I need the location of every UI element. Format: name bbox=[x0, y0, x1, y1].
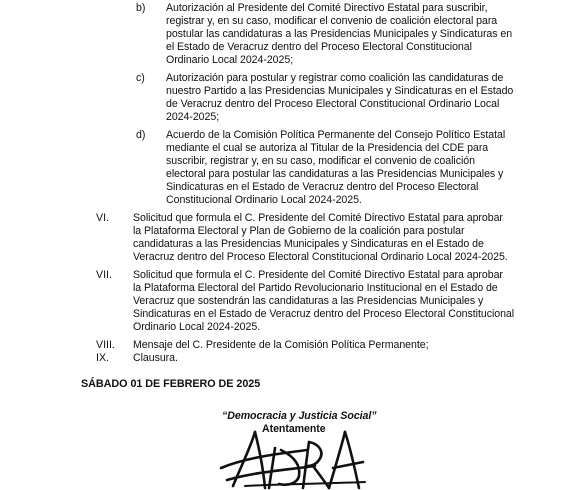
item-c-line-4: 2024-2025; bbox=[166, 111, 220, 123]
item-marker-ix: IX. bbox=[96, 352, 109, 364]
item-ix-line-1: Clausura. bbox=[133, 352, 178, 364]
item-marker-b: b) bbox=[136, 2, 146, 14]
meeting-date: SÁBADO 01 DE FEBRERO DE 2025 bbox=[81, 378, 261, 390]
item-marker-c: c) bbox=[136, 72, 145, 84]
item-c-line-2: nuestro Partido a las Presidencias Municipales y Sindicaturas en el Estado bbox=[166, 85, 514, 97]
item-vii-line-5: Ordinario Local 2024-2025. bbox=[133, 321, 261, 333]
item-vi-line-3: candidaturas a las Presidencias Municipales y Sindicaturas en el Estado de bbox=[133, 238, 484, 250]
item-marker-d: d) bbox=[136, 129, 146, 141]
item-vii-line-1: Solicitud que formula el C. Presidente del Comité Directivo Estatal para aprobar bbox=[133, 269, 503, 281]
signature-image bbox=[215, 428, 375, 490]
item-vi-line-4: Veracruz dentro del Proceso Electoral Constitucional Ordinario Local 2024-2025. bbox=[133, 251, 508, 263]
motto-text: “Democracia y Justicia Social” bbox=[222, 410, 377, 422]
closing-text: Atentamente bbox=[262, 423, 326, 435]
item-d-line-5: Sindicaturas en el Estado de Veracruz dentro del Proceso Electoral bbox=[166, 181, 479, 193]
item-marker-viii: VIII. bbox=[96, 339, 115, 351]
item-marker-vi: VI. bbox=[96, 212, 109, 224]
item-viii-line-1: Mensaje del C. Presidente de la Comisión Política Permanente; bbox=[133, 339, 429, 351]
item-d-line-3: suscribir, registrar y, en su caso, modificar el convenio de coalición bbox=[166, 155, 475, 167]
item-b-line-4: el Estado de Veracruz dentro del Proceso Electoral Constitucional bbox=[166, 41, 472, 53]
item-c-line-3: de Veracruz dentro del Proceso Electoral Constitucional Ordinario Local bbox=[166, 98, 500, 110]
item-b-line-1: Autorización al Presidente del Comité Directivo Estatal para suscribir, bbox=[166, 2, 488, 14]
item-vi-line-2: la Plataforma Electoral y Plan de Gobierno de la coalición para postular bbox=[133, 225, 465, 237]
item-marker-vii: VII. bbox=[96, 269, 112, 281]
item-c-line-1: Autorización para postular y registrar como coalición las candidaturas de bbox=[166, 72, 504, 84]
item-vii-line-4: Sindicaturas en el Estado de Veracruz dentro del Proceso Electoral Constitucional bbox=[133, 308, 515, 320]
item-d-line-1: Acuerdo de la Comisión Política Permanente del Consejo Político Estatal bbox=[166, 129, 506, 141]
item-b-line-5: Ordinario Local 2024-2025; bbox=[166, 54, 294, 66]
item-b-line-3: postular las candidaturas a las Presidencias Municipales y Sindicaturas en bbox=[166, 28, 513, 40]
item-d-line-4: electoral para postular las candidaturas a las Presidencias Municipales y bbox=[166, 168, 504, 180]
item-vi-line-1: Solicitud que formula el C. Presidente del Comité Directivo Estatal para aprobar bbox=[133, 212, 503, 224]
item-b-line-2: registrar y, en su caso, modificar el convenio de coalición electoral para bbox=[166, 15, 498, 27]
item-d-line-2: mediante el cual se autoriza al Titular de la Presidencia del CDE para bbox=[166, 142, 489, 154]
item-d-line-6: Constitucional Ordinario Local 2024-2025. bbox=[166, 194, 362, 206]
item-vii-line-2: la Plataforma Electoral del Partido Revolucionario Institucional en el Estado de bbox=[133, 282, 498, 294]
item-vii-line-3: Veracruz que sostendrán las candidaturas a las Presidencias Municipales y bbox=[133, 295, 484, 307]
